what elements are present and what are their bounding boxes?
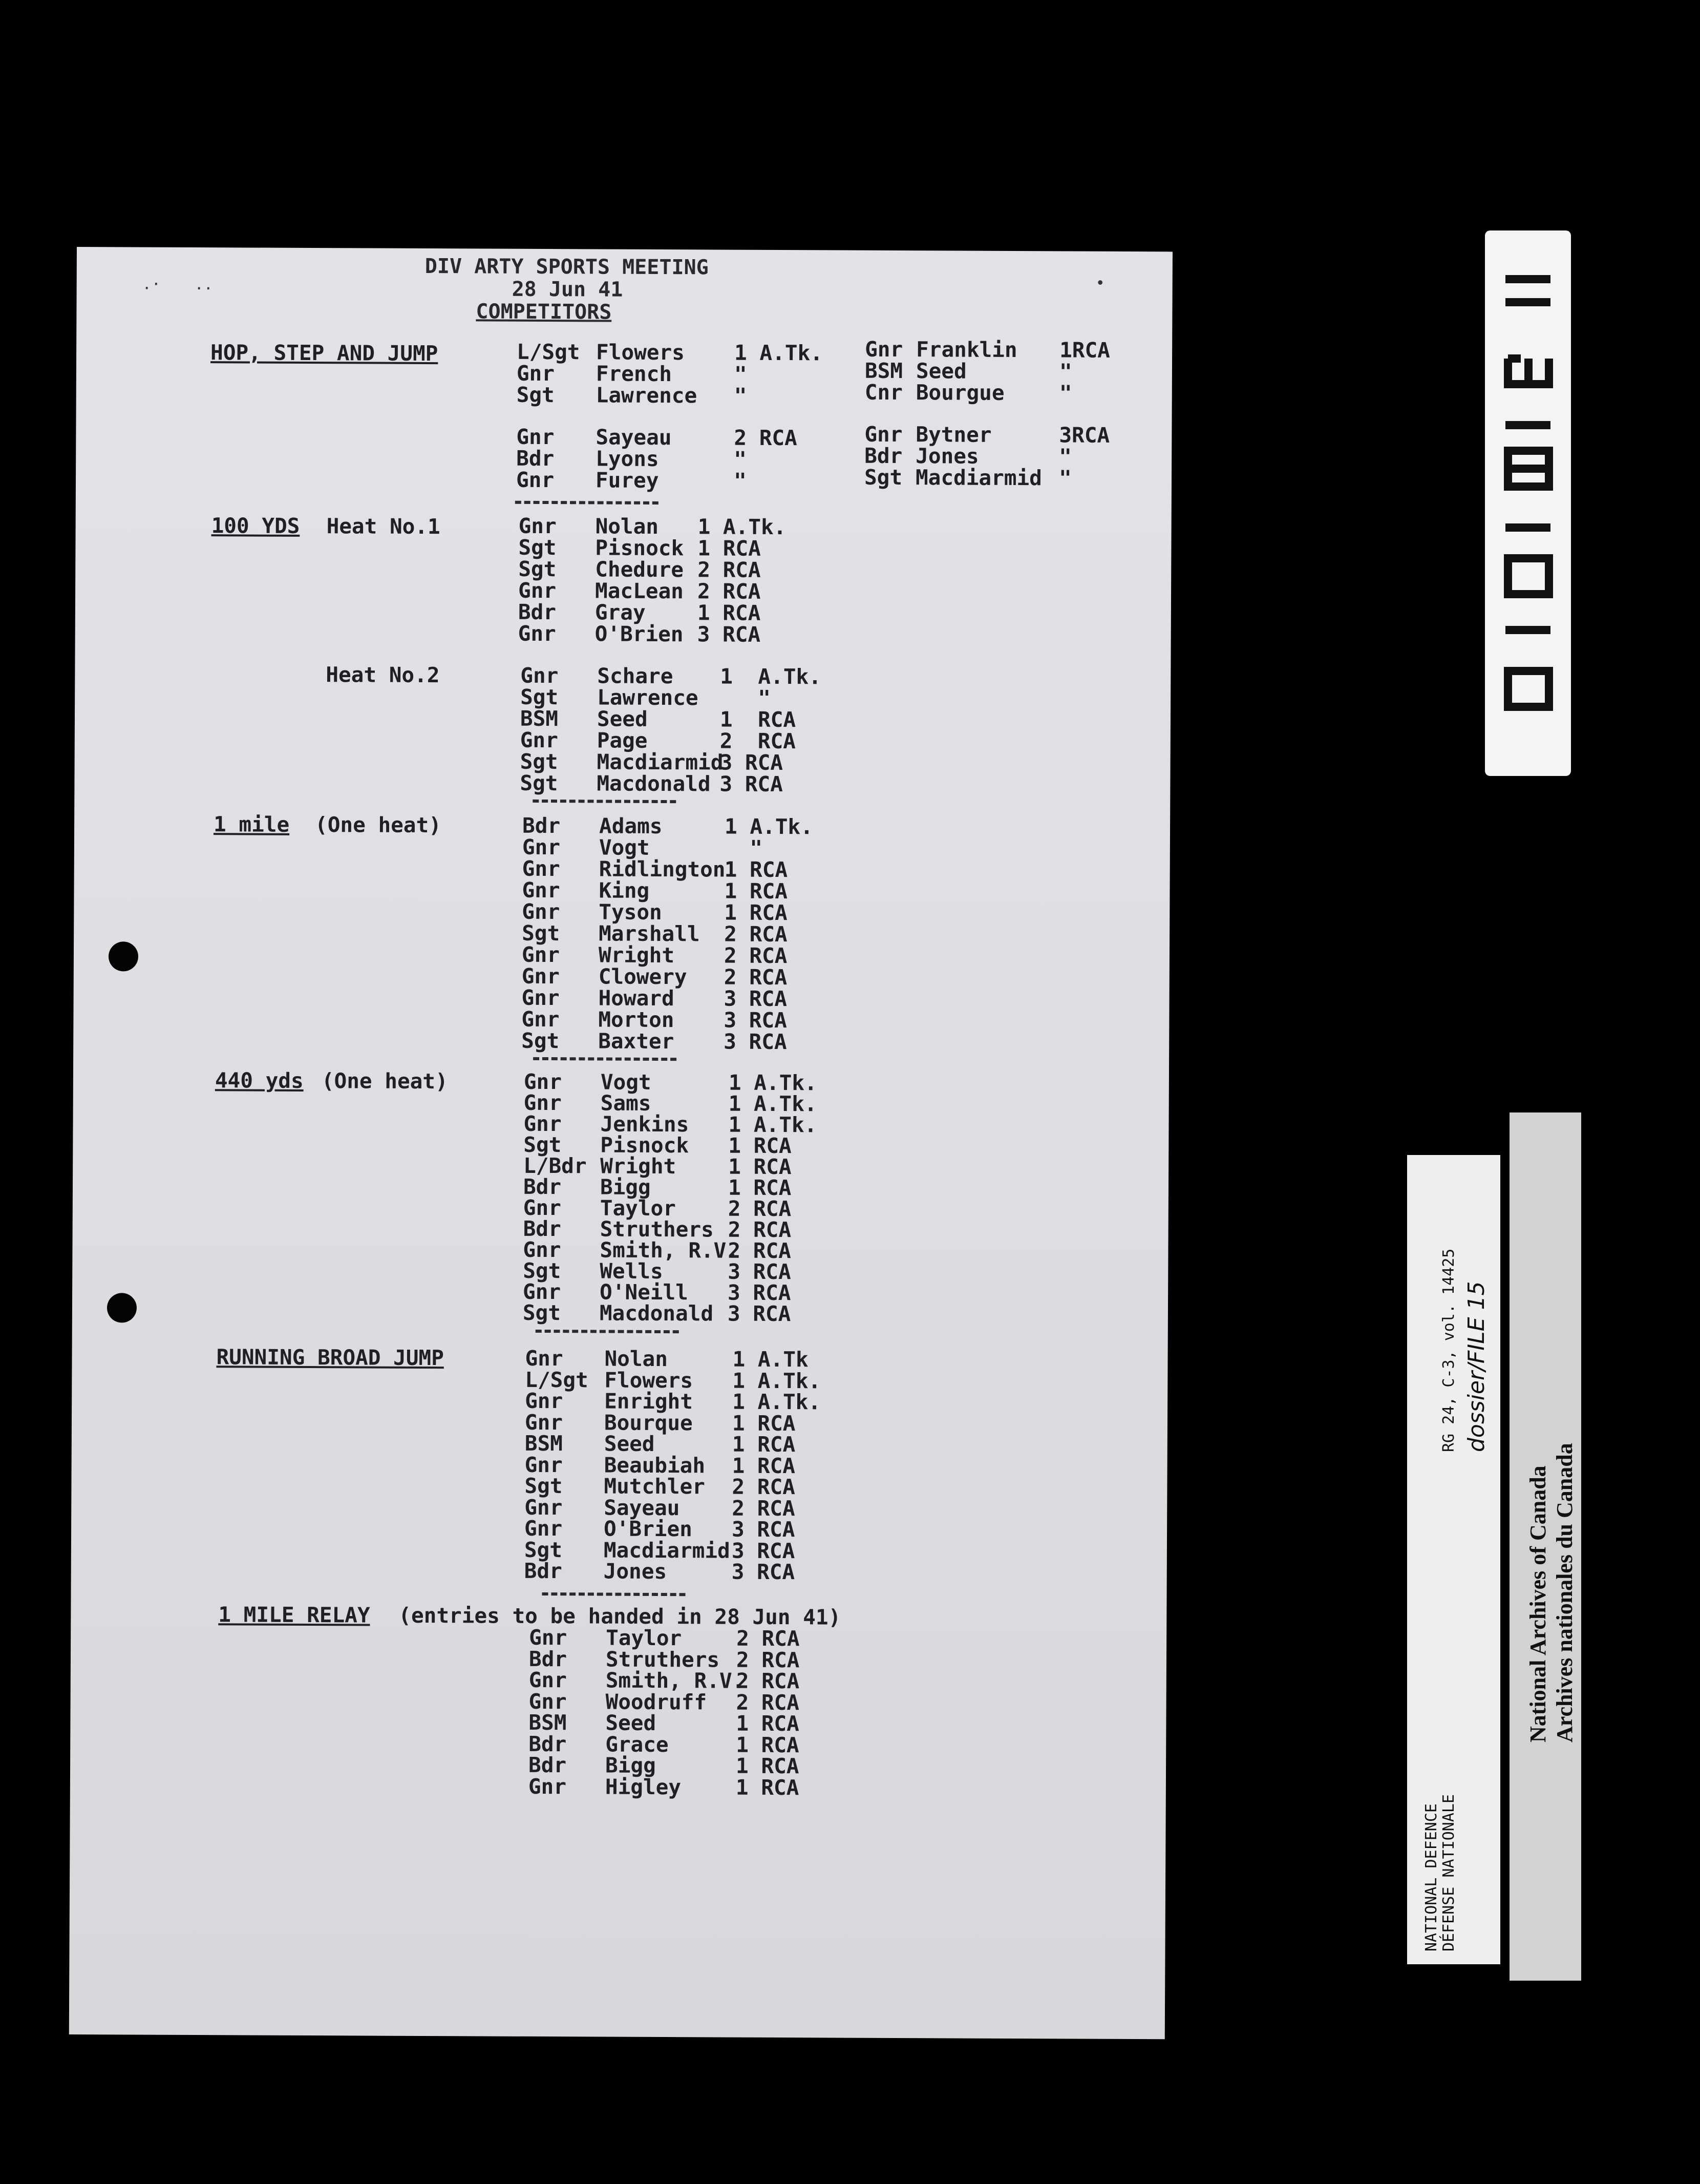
entry-rank: Gnr <box>518 578 557 603</box>
entry-unit: 3 RCA <box>731 1559 795 1585</box>
entry-name: Taylor <box>606 1625 682 1651</box>
section-note-440-yds: (One heat) <box>321 1068 448 1094</box>
entry-rank: Gnr <box>516 361 555 386</box>
entry-unit: 2 RCA <box>728 1196 792 1222</box>
entry-unit: 1 RCA <box>735 1753 799 1779</box>
entry-unit: 1 RCA <box>732 1453 796 1478</box>
entry-name: Woodruff <box>605 1689 707 1714</box>
entry-name: Seed <box>604 1431 655 1456</box>
entry-name: Wright <box>598 942 675 968</box>
entry-rank: Gnr <box>864 422 903 447</box>
entry-name: Macdiarmid <box>915 465 1042 491</box>
ink-speck: • <box>1095 274 1105 292</box>
entry-unit: 1 RCA <box>732 1411 796 1436</box>
entry-name: Sayeau <box>604 1495 680 1520</box>
entry-rank: Gnr <box>523 1279 561 1305</box>
entry-unit: 3 RCA <box>724 1029 787 1055</box>
label-nd-line1: NATIONAL DEFENCE <box>1422 1803 1440 1951</box>
label-nd-file: dossier/FILE 15 <box>1463 1281 1490 1452</box>
entry-rank: Sgt <box>518 535 557 560</box>
entry-name: Jones <box>916 444 979 469</box>
section-note-1-mile: (One heat) <box>314 812 442 838</box>
entry-unit: 1 RCA <box>724 878 788 904</box>
entry-name: Vogt <box>599 835 650 860</box>
entry-unit: 1 A.Tk. <box>732 1368 821 1393</box>
label-nd-reference: RG 24, C-3, vol. 14425 <box>1440 1248 1458 1452</box>
entry-unit: 1 A.Tk. <box>697 514 787 540</box>
entry-unit: 3 RCA <box>724 1007 787 1033</box>
entry-unit: 2 RCA <box>736 1668 800 1694</box>
archives-english: National Archives of Canada <box>1525 1465 1550 1742</box>
entry-rank: Bdr <box>523 1174 562 1200</box>
entry-name: O'Brien <box>594 621 684 647</box>
entry-name: Nolan <box>604 1346 668 1372</box>
entry-unit: 1 A.Tk. <box>732 1389 821 1415</box>
entry-unit: 1 RCA <box>732 1432 796 1457</box>
section-separator <box>542 1592 686 1596</box>
entry-unit: 1RCA <box>1059 338 1110 363</box>
entry-name: Lawrence <box>597 685 698 710</box>
entry-rank: Gnr <box>523 1111 562 1137</box>
punch-hole <box>109 941 138 971</box>
entry-unit: 2 RCA <box>724 921 788 947</box>
entry-rank: Gnr <box>522 856 560 881</box>
entry-name: Bourgue <box>916 380 1005 405</box>
entry-unit: 1 RCA <box>719 707 796 732</box>
ink-speck: .. <box>194 276 213 294</box>
entry-name: Franklin <box>916 337 1017 363</box>
entry-name: Clowery <box>598 964 687 990</box>
entry-name: Seed <box>605 1710 656 1735</box>
entry-unit: 3 RCA <box>727 1280 791 1306</box>
entry-unit: 1 RCA <box>728 1133 792 1159</box>
entry-name: Tyson <box>599 899 662 925</box>
entry-name: Beaubiah <box>604 1453 706 1478</box>
entry-name: Lyons <box>596 446 659 471</box>
entry-rank: Gnr <box>523 1195 561 1221</box>
entry-name: Macdiarmid <box>603 1538 730 1563</box>
entry-rank: Gnr <box>518 513 557 539</box>
entry-name: Grace <box>605 1732 669 1757</box>
entry-name: Baxter <box>598 1028 674 1054</box>
entry-rank: Cnr <box>864 380 903 405</box>
stamp-digits-graphic <box>1485 230 1571 776</box>
entry-rank: Gnr <box>522 834 561 860</box>
entry-unit: 2 RCA <box>728 1238 791 1264</box>
entry-unit: 2 RCA <box>736 1690 800 1715</box>
entry-rank: Sgt <box>520 684 559 710</box>
document-page <box>69 247 1173 2039</box>
entry-rank: Gnr <box>524 1452 563 1477</box>
entry-unit: 1 A.Tk. <box>728 1112 817 1138</box>
entry-unit: 3 RCA <box>731 1538 795 1563</box>
entry-unit: " <box>1059 381 1072 406</box>
entry-unit: " <box>720 685 771 710</box>
entry-unit: 3 RCA <box>728 1259 791 1285</box>
entry-name: Lawrence <box>596 383 697 408</box>
entry-unit: 3RCA <box>1059 423 1110 448</box>
entry-name: Schare <box>597 663 673 689</box>
entry-unit: 1 RCA <box>724 857 788 883</box>
entry-rank: BSM <box>524 1431 563 1456</box>
section-title-hop-step-jump: HOP, STEP AND JUMP <box>210 340 438 366</box>
entry-rank: Gnr <box>522 899 560 925</box>
entry-name: Ridlington <box>599 856 726 882</box>
entry-unit: 2 RCA <box>736 1647 800 1672</box>
entry-rank: Gnr <box>521 963 560 989</box>
entry-name: Nolan <box>595 514 659 539</box>
entry-name: Gray <box>594 600 646 625</box>
entry-rank: Gnr <box>523 1237 561 1263</box>
entry-name: Struthers <box>605 1647 720 1672</box>
entry-unit: " <box>1059 444 1072 469</box>
entry-name: Sams <box>600 1090 651 1116</box>
entry-rank: Gnr <box>518 621 556 646</box>
entry-rank: L/Sgt <box>525 1367 588 1392</box>
entry-unit: 1 RCA <box>736 1732 799 1757</box>
archives-french: Archives nationales du Canada <box>1552 1443 1577 1742</box>
section-separator <box>533 1057 676 1061</box>
entry-unit: " <box>734 447 747 472</box>
entry-rank: Sgt <box>520 749 558 774</box>
entry-unit: 3 RCA <box>719 750 783 775</box>
archive-number-stamp <box>1485 230 1571 776</box>
entry-name: Bigg <box>605 1753 656 1778</box>
entry-unit: 2 RCA <box>736 1626 800 1651</box>
entry-unit: 1 A.Tk. <box>720 664 821 689</box>
section-title-440-yds: 440 yds <box>215 1068 304 1093</box>
entry-unit: 1 RCA <box>735 1775 799 1800</box>
entry-rank: Gnr <box>520 663 559 688</box>
meeting-title: DIV ARTY SPORTS MEETING <box>424 254 709 280</box>
entry-rank: Sgt <box>522 1300 561 1326</box>
entry-name: Sayeau <box>596 425 672 450</box>
entry-rank: Gnr <box>865 337 903 362</box>
entry-unit: " <box>724 835 763 860</box>
entry-rank: Bdr <box>523 1216 561 1242</box>
entry-unit: 1 RCA <box>728 1154 792 1180</box>
entry-rank: Gnr <box>516 467 555 493</box>
entry-rank: Gnr <box>521 1006 560 1032</box>
entry-name: Pisnock <box>595 535 684 561</box>
entry-name: Flowers <box>604 1368 693 1393</box>
entry-unit: 3 RCA <box>719 771 783 797</box>
entry-unit: 1 A.Tk. <box>734 340 823 366</box>
entry-rank: Gnr <box>520 727 558 753</box>
entry-name: Macdonald <box>597 771 711 796</box>
entry-name: Morton <box>598 1007 674 1033</box>
entry-unit: 1 RCA <box>728 1175 792 1201</box>
entry-unit: 3 RCA <box>724 986 788 1012</box>
entry-name: Struthers <box>600 1216 714 1242</box>
entry-name: King <box>599 878 650 903</box>
entry-rank: Gnr <box>524 1516 563 1541</box>
entry-name: Jones <box>603 1559 667 1584</box>
entry-unit: 1 RCA <box>697 536 761 561</box>
entry-rank: Sgt <box>516 382 555 408</box>
entry-rank: Sgt <box>523 1258 561 1284</box>
label-nd-line2: DÉFENSE NATIONALE <box>1440 1794 1458 1951</box>
entry-unit: 2 RCA <box>724 964 788 990</box>
entry-rank: Gnr <box>529 1625 567 1650</box>
entry-unit: 2 RCA <box>728 1217 792 1243</box>
section-title-running-broad-jump: RUNNING BROAD JUMP <box>216 1345 444 1371</box>
entry-unit: 2 RCA <box>719 728 796 754</box>
entry-name: Seed <box>597 706 648 731</box>
entry-name: French <box>596 361 672 387</box>
entry-name: Page <box>597 728 648 753</box>
ink-speck: .· <box>142 275 161 293</box>
entry-unit: 1 RCA <box>724 900 788 926</box>
entry-unit: 2 RCA <box>732 1474 795 1500</box>
entry-rank: Sgt <box>521 1028 560 1054</box>
entry-name: Macdiarmid <box>597 749 724 775</box>
heat-2-label: Heat No.2 <box>326 662 440 688</box>
entry-unit: 2 RCA <box>732 1496 795 1521</box>
section-separator <box>536 1330 679 1333</box>
entry-name: Bourque <box>604 1410 693 1435</box>
section-separator <box>515 501 658 505</box>
entry-name: Smith, R.V. <box>600 1237 739 1263</box>
entry-rank: Gnr <box>525 1346 563 1371</box>
national-defence-label <box>1407 1155 1500 1964</box>
entry-rank: L/Bdr <box>523 1153 587 1179</box>
entry-unit: 3 RCA <box>731 1517 795 1542</box>
entry-rank: Bdr <box>522 813 561 838</box>
entry-unit: 1 A.Tk <box>732 1347 809 1372</box>
entry-name: Marshall <box>599 921 700 947</box>
entry-rank: Gnr <box>528 1667 567 1693</box>
entry-rank: Sgt <box>523 1132 562 1158</box>
entry-name: Bigg <box>600 1174 651 1200</box>
section-separator <box>533 800 676 803</box>
entry-name: Vogt <box>600 1069 651 1095</box>
entry-unit: 3 RCA <box>727 1301 791 1327</box>
entry-unit: 3 RCA <box>697 622 761 647</box>
entry-unit: 1 A.Tk. <box>724 814 813 839</box>
entry-rank: Bdr <box>528 1731 567 1756</box>
entry-unit: " <box>1059 359 1072 384</box>
competitors-heading: COMPETITORS <box>476 300 612 324</box>
entry-name: Flowers <box>596 340 685 365</box>
entry-rank: Gnr <box>523 1069 562 1095</box>
entry-rank: Bdr <box>524 1558 562 1584</box>
entry-rank: Gnr <box>521 985 560 1011</box>
entry-name: Macdonald <box>599 1300 714 1326</box>
entry-rank: L/Sgt <box>517 339 580 365</box>
section-title-1-mile: 1 mile <box>213 812 290 837</box>
entry-rank: Gnr <box>522 877 560 903</box>
entry-name: Pisnock <box>600 1132 689 1158</box>
meeting-date: 28 Jun 41 <box>512 277 623 302</box>
section-title-100-yds: 100 YDS <box>211 513 300 538</box>
entry-rank: Bdr <box>528 1752 567 1778</box>
entry-name: Mutchler <box>604 1474 706 1499</box>
heat-1-label: Heat No.1 <box>326 514 440 539</box>
entry-name: O'Neill <box>600 1279 689 1305</box>
entry-rank: Sgt <box>518 556 557 582</box>
entry-rank: BSM <box>864 358 903 384</box>
entry-unit: 2 RCA <box>724 943 788 969</box>
entry-unit: " <box>733 468 747 493</box>
entry-rank: Gnr <box>524 1495 563 1520</box>
entry-unit: 1 RCA <box>736 1711 799 1736</box>
entry-unit: 1 A.Tk. <box>728 1070 817 1096</box>
entry-rank: Sgt <box>524 1473 563 1499</box>
entry-rank: Gnr <box>528 1689 567 1714</box>
entry-name: Bytner <box>916 422 992 447</box>
national-archives-label <box>1510 1112 1581 1981</box>
entry-name: O'Brien <box>603 1516 692 1542</box>
entry-name: Seed <box>916 359 967 384</box>
entry-name: Taylor <box>600 1195 676 1221</box>
entry-unit: " <box>734 362 747 387</box>
document-content <box>77 247 1173 1800</box>
entry-name: Wright <box>600 1153 676 1179</box>
punch-hole <box>107 1293 137 1322</box>
entry-rank: Sgt <box>864 465 903 490</box>
entry-unit: 1 A.Tk. <box>728 1091 817 1117</box>
entry-name: Smith, R.V. <box>605 1668 745 1693</box>
entry-unit: 2 RCA <box>734 425 797 451</box>
entry-rank: Sgt <box>520 770 558 796</box>
entry-unit: " <box>1058 466 1072 491</box>
entry-rank: Sgt <box>522 920 560 946</box>
entry-rank: Bdr <box>864 443 903 469</box>
entry-rank: Gnr <box>528 1774 567 1799</box>
entry-unit: " <box>734 383 747 408</box>
entry-unit: 2 RCA <box>697 557 761 582</box>
entry-unit: 2 RCA <box>697 579 761 604</box>
entry-rank: BSM <box>520 706 559 731</box>
entry-rank: Bdr <box>528 1646 567 1671</box>
entry-rank: Gnr <box>523 1090 562 1116</box>
entry-name: Adams <box>599 813 663 838</box>
entry-name: Chedure <box>595 557 684 582</box>
entry-name: Howard <box>598 985 674 1011</box>
entry-name: Enright <box>604 1389 693 1414</box>
entry-name: Higley <box>605 1774 682 1799</box>
section-note-1-mile-relay: (entries to be handed in 28 Jun 41) <box>398 1603 841 1630</box>
section-title-1-mile-relay: 1 MILE RELAY <box>218 1602 370 1628</box>
entry-rank: Gnr <box>525 1388 563 1414</box>
entry-rank: Sgt <box>524 1537 563 1562</box>
entry-rank: Gnr <box>516 424 555 450</box>
entry-rank: Gnr <box>521 942 560 968</box>
entry-name: Furey <box>595 468 659 493</box>
entry-name: Wells <box>600 1258 663 1284</box>
entry-rank: Bdr <box>516 446 555 471</box>
entry-name: MacLean <box>594 578 684 604</box>
entry-unit: 1 RCA <box>697 600 761 625</box>
entry-rank: BSM <box>528 1710 567 1735</box>
entry-rank: Bdr <box>518 599 557 625</box>
entry-name: Jenkins <box>600 1111 689 1137</box>
entry-rank: Gnr <box>524 1410 563 1435</box>
